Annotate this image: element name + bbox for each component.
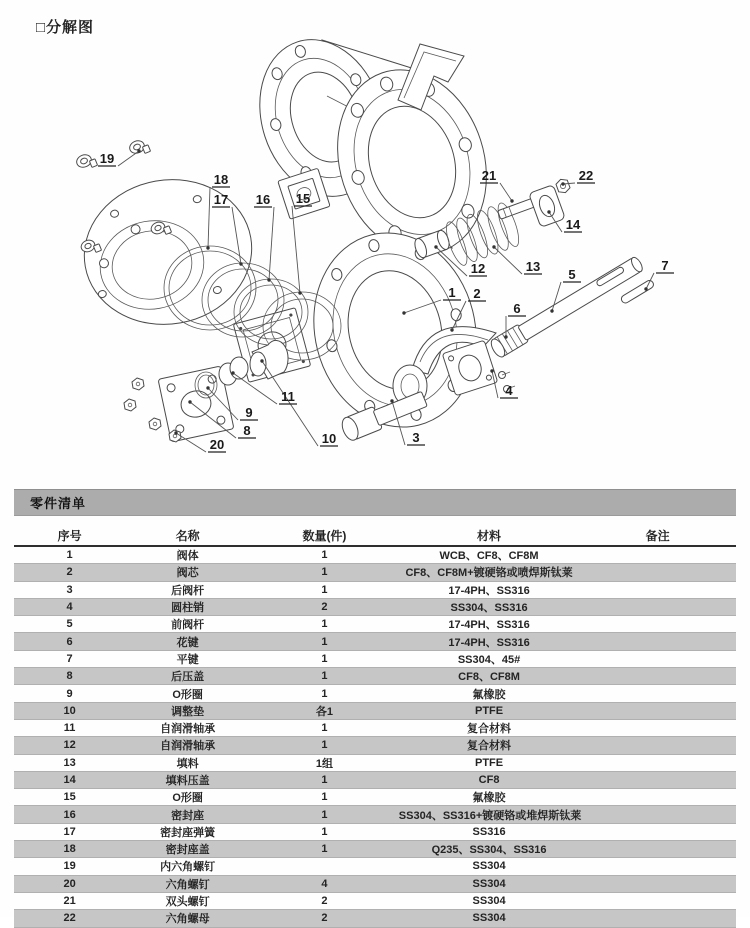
cell-note [579, 771, 736, 788]
svg-text:19: 19 [99, 151, 115, 166]
svg-text:13: 13 [525, 259, 541, 274]
table-row [14, 875, 736, 892]
rear-gland-art [124, 340, 288, 442]
cell-name: 内六角螺钉 [160, 861, 216, 874]
table-row [14, 650, 736, 667]
cell-no: 18 [63, 843, 76, 856]
cell-material: SS304 [472, 877, 506, 890]
table-row [14, 581, 736, 598]
cell-qty: 1 [321, 825, 328, 838]
cell-name: 密封座盖 [165, 844, 210, 857]
svg-text:16: 16 [255, 192, 271, 207]
cell-no: 1 [66, 549, 73, 562]
cell-note [579, 685, 736, 702]
cell-no: 7 [66, 652, 73, 665]
cell-qty: 1 [321, 566, 328, 579]
cell-name: 阀芯 [176, 567, 199, 580]
cell-material: PTFE [474, 756, 504, 769]
table-row [14, 737, 736, 754]
cell-qty [250, 858, 399, 875]
cell-material: 17-4PH、SS316 [448, 636, 530, 649]
cell-material: 氟橡胶 [472, 688, 506, 701]
svg-text:1: 1 [448, 285, 456, 300]
cell-note [579, 737, 736, 754]
cell-no: 19 [63, 860, 76, 873]
cell-material: SS304、45# [457, 653, 521, 666]
cell-no: 17 [63, 825, 76, 838]
cell-note [579, 598, 736, 615]
cell-no: 6 [66, 635, 73, 648]
table-row [14, 841, 736, 858]
cell-qty: 1 [321, 618, 328, 631]
svg-text:11: 11 [281, 389, 295, 404]
cell-note [579, 668, 736, 685]
cell-name: 密封座 [171, 809, 205, 822]
cell-note [579, 633, 736, 650]
table-row [14, 789, 736, 806]
cell-qty: 1 [321, 549, 328, 562]
column-header: 备注 [579, 525, 736, 546]
cell-name: 自润滑轴承 [160, 723, 216, 736]
parts-list-title-bar [14, 489, 736, 516]
cell-note [579, 806, 736, 823]
parts-list-table [14, 525, 736, 928]
cell-note [579, 702, 736, 719]
cell-material: SS304、SS316+镀硬铬或堆焊斯钛莱 [398, 809, 582, 822]
svg-text:21: 21 [481, 168, 497, 183]
svg-text:5: 5 [568, 267, 576, 282]
table-row [14, 806, 736, 823]
cell-no: 22 [63, 912, 76, 925]
cell-material: CF8、CF8M [458, 671, 520, 684]
cell-material: Q235、SS304、SS316 [431, 844, 547, 857]
cell-name: 前阀杆 [171, 619, 205, 632]
table-row [14, 564, 736, 581]
table-row [14, 598, 736, 615]
cell-no: 16 [63, 808, 76, 821]
cell-note [579, 581, 736, 598]
cell-material: SS304、SS316 [450, 602, 528, 615]
svg-text:17: 17 [213, 192, 229, 207]
cell-no: 15 [63, 791, 76, 804]
table-row [14, 892, 736, 909]
cell-qty: 1 [321, 652, 328, 665]
table-row [14, 685, 736, 702]
cell-name: 密封座弹簧 [160, 826, 216, 839]
table-row [14, 771, 736, 788]
cell-note [579, 875, 736, 892]
cell-name: 圆柱销 [171, 602, 205, 615]
parts-list-title: 零件清单 [30, 496, 87, 511]
cell-note [579, 892, 736, 909]
svg-text:14: 14 [565, 217, 581, 232]
cell-no: 13 [63, 756, 76, 769]
cell-qty: 1 [321, 739, 328, 752]
cell-no: 2 [66, 566, 73, 579]
cell-name: O形圈 [172, 792, 203, 805]
cell-qty: 1 [321, 722, 328, 735]
parts-list-section [14, 489, 736, 928]
table-row [14, 823, 736, 840]
cell-name: 花键 [176, 636, 199, 649]
table-row [14, 858, 736, 875]
cell-name: 后压盖 [171, 671, 205, 684]
cell-name: 后阀杆 [171, 584, 205, 597]
cell-no: 9 [66, 687, 73, 700]
table-row [14, 616, 736, 633]
cell-material: WCB、CF8、CF8M [439, 550, 539, 563]
cell-note [579, 858, 736, 875]
cell-name: 自润滑轴承 [160, 740, 216, 753]
table-header-row [14, 525, 736, 546]
callout-13 [492, 245, 542, 274]
svg-text:8: 8 [243, 423, 251, 438]
cell-no: 5 [66, 618, 73, 631]
column-header: 名称 [125, 525, 250, 546]
parts-list-body [14, 546, 736, 927]
svg-text:20: 20 [209, 437, 225, 452]
column-header: 序号 [14, 525, 125, 546]
cell-note [579, 823, 736, 840]
cell-qty: 1 [321, 670, 328, 683]
cell-qty: 1 [321, 808, 328, 821]
cell-no: 4 [66, 601, 73, 614]
cell-name: 六角螺钉 [165, 878, 210, 891]
svg-text:9: 9 [245, 405, 253, 420]
cell-material: SS304 [472, 860, 506, 873]
cell-note [579, 616, 736, 633]
cell-qty: 1 [321, 774, 328, 786]
cell-no: 14 [63, 774, 76, 786]
table-row [14, 910, 736, 927]
cell-qty: 1 [321, 635, 328, 648]
table-row [14, 719, 736, 736]
table-row [14, 754, 736, 771]
cell-note [579, 910, 736, 927]
cell-material: 氟橡胶 [472, 792, 506, 805]
cell-name: 阀体 [176, 550, 199, 563]
cell-no: 3 [66, 583, 73, 596]
cell-note [579, 719, 736, 736]
cell-note [579, 841, 736, 858]
cell-material: CF8、CF8M+镀硬铬或喷焊斯钛莱 [405, 567, 573, 580]
table-row [14, 633, 736, 650]
cell-name: 调整垫 [171, 705, 205, 718]
cell-no: 10 [63, 704, 76, 717]
cell-no: 21 [63, 895, 76, 908]
table-row [14, 668, 736, 685]
svg-text:12: 12 [470, 261, 486, 276]
svg-text:22: 22 [578, 168, 594, 183]
table-row [14, 702, 736, 719]
cell-no: 8 [66, 670, 73, 683]
cell-name: 平键 [176, 653, 199, 666]
cell-note [579, 754, 736, 771]
svg-text:2: 2 [473, 286, 481, 301]
cell-qty: 1 [321, 843, 328, 856]
cell-name: 填料压盖 [165, 775, 210, 787]
cell-note [579, 546, 736, 564]
cell-no: 11 [63, 722, 76, 735]
cell-name: 填料 [176, 757, 199, 770]
cell-qty: 1组 [315, 757, 333, 770]
cell-qty: 1 [321, 583, 328, 596]
svg-text:3: 3 [412, 430, 420, 445]
cell-qty: 1 [321, 791, 328, 804]
cell-material: 17-4PH、SS316 [448, 584, 530, 597]
cell-qty: 各1 [315, 705, 333, 718]
cell-material: SS316 [472, 825, 506, 838]
cell-name: O形圈 [172, 688, 203, 701]
svg-text:6: 6 [513, 301, 521, 316]
svg-text:10: 10 [321, 431, 337, 446]
cell-qty: 1 [321, 687, 328, 700]
cell-material: CF8 [478, 774, 500, 786]
cell-material: SS304 [472, 895, 506, 908]
callout-15 [292, 191, 312, 295]
cell-note [579, 650, 736, 667]
cell-qty: 2 [321, 601, 328, 614]
cell-name: 六角螺母 [165, 913, 210, 926]
cell-material: 17-4PH、SS316 [448, 619, 530, 632]
cell-qty: 2 [321, 895, 328, 908]
column-header: 数量(件) [250, 525, 399, 546]
cell-qty: 4 [321, 877, 328, 890]
svg-text:18: 18 [213, 172, 229, 187]
cell-material: SS304 [472, 912, 506, 925]
cell-name: 双头螺钉 [165, 896, 210, 909]
page-title: □分解图 [36, 19, 95, 36]
cell-no: 12 [63, 739, 76, 752]
cell-no: 20 [63, 877, 76, 890]
svg-text:15: 15 [295, 191, 311, 206]
svg-text:4: 4 [505, 383, 513, 398]
table-row [14, 546, 736, 564]
cell-note [579, 564, 736, 581]
cell-qty: 2 [321, 912, 328, 925]
cell-material: 复合材料 [467, 740, 512, 753]
cell-material: 复合材料 [467, 723, 512, 736]
cell-material: PTFE [474, 704, 504, 717]
cell-note [579, 789, 736, 806]
column-header: 材料 [399, 525, 580, 546]
svg-text:7: 7 [661, 258, 669, 273]
